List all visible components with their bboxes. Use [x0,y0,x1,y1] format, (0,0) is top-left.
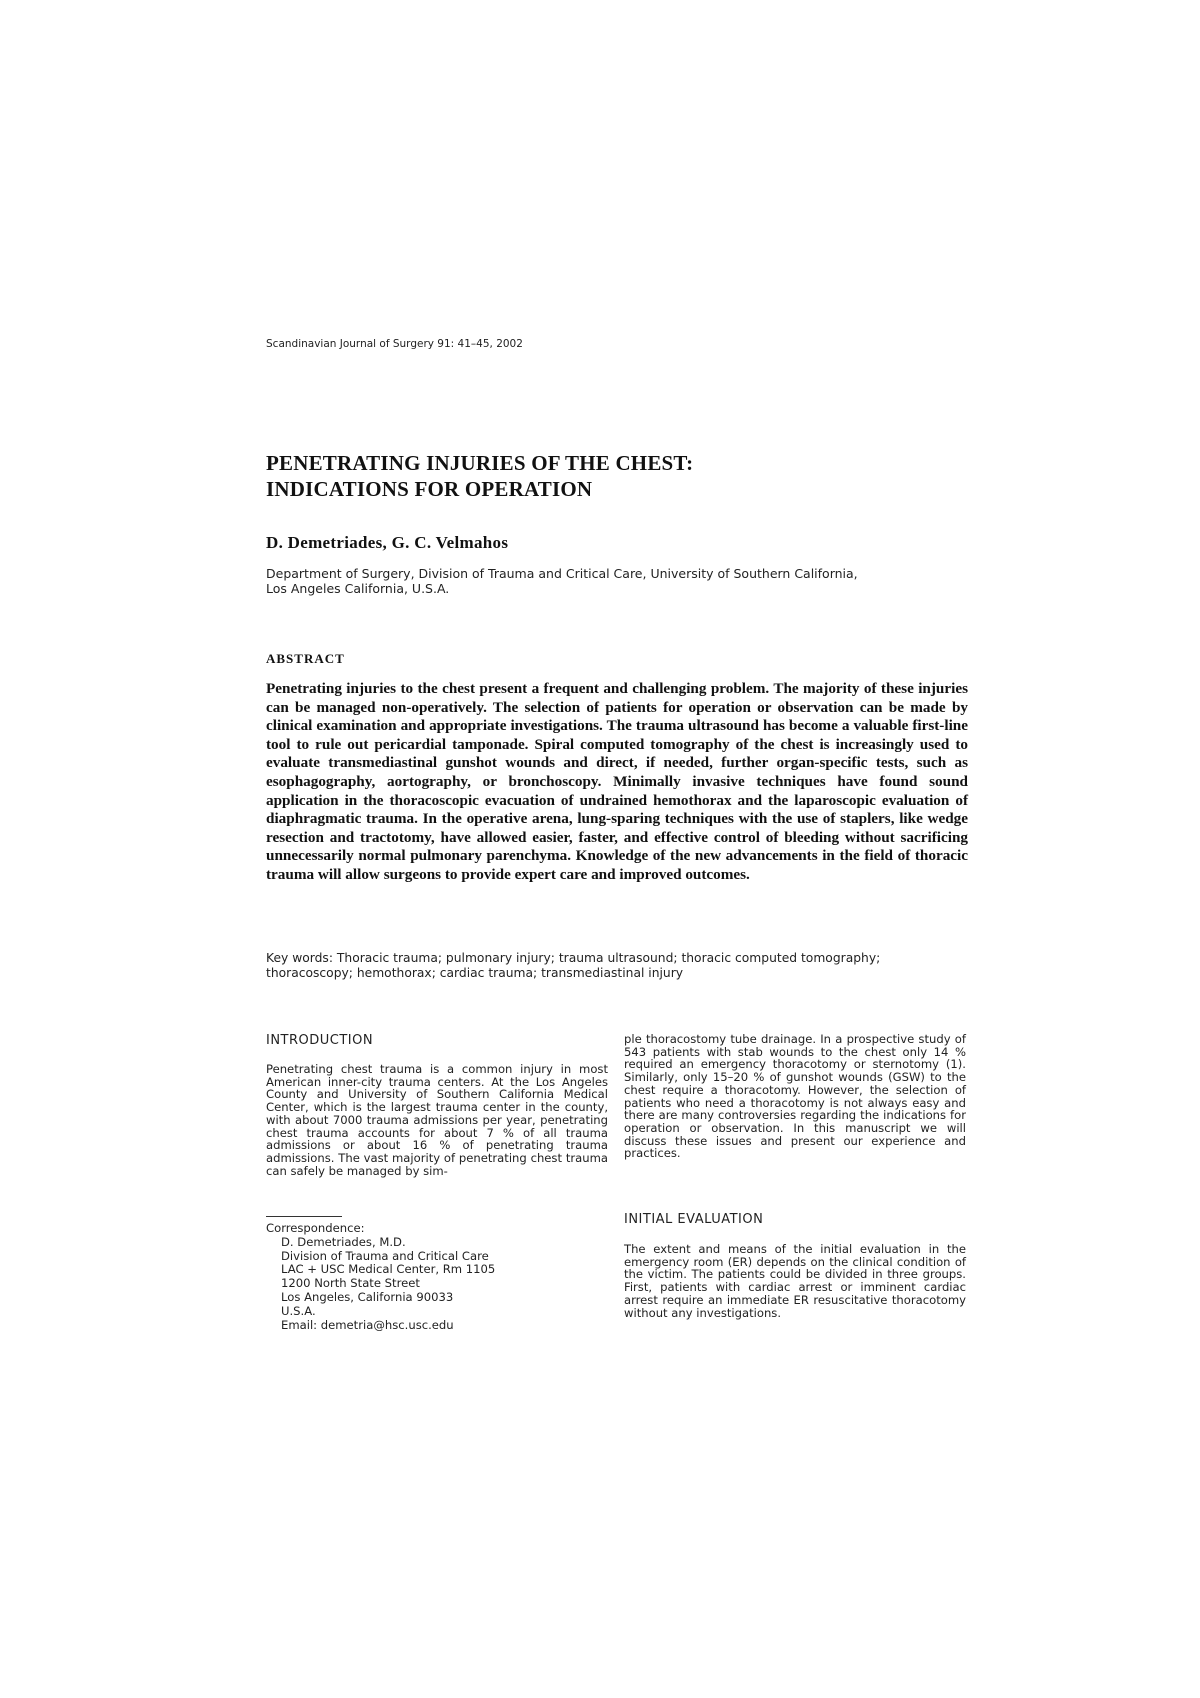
correspondence-email: Email: demetria@hsc.usc.edu [281,1317,454,1332]
introduction-text-right: ple thoracostomy tube drainage. In a prospective study of 543 patients with stab wounds to the chest only 14 % required an emergency thoracotomy or sternotomy (1). Similarly, only 15–20 % of gunshot wounds (GSW) to the chest require a thoracotomy. However, the selection of patients who need a thoracotomy is not always easy and there are many controversies regarding the indications for operation or observation. In this manuscript we will discuss these issues and present our experience and practices. [624,1032,966,1161]
affiliation [266,566,966,596]
correspondence-line: Los Angeles, California 90033 [281,1289,454,1304]
initial-evaluation-heading: INITIAL EVALUATION [624,1212,764,1227]
correspondence-line: 1200 North State Street [281,1276,420,1291]
authors: D. Demetriades, G. C. Velmahos [266,533,509,552]
article-title [266,450,966,502]
abstract-text: Penetrating injuries to the chest present a frequent and challenging problem. The majority of these injuries can be managed non-operatively. The selection of patients for operation or observation can be made by clinical examination and appropriate investigations. The trauma ultrasound has become a valuable first-line tool to rule out pericardial tamponade. Spiral computed tomography of the chest is increasingly used to evaluate transmediastinal gunshot wounds and direct, if needed, further organ-specific tests, such as esophagography, aortography, or bronchoscopy. Minimally invasive techniques have found sound application in the thoracoscopic evacuation of undrained hemothorax and the laparoscopic evaluation of diaphragmatic trauma. In the operative arena, lung-sparing techniques with the use of staplers, like wedge resection and tractotomy, have allowed easier, faster, and effective control of bleeding without sacrificing unnecessarily normal pulmonary parenchyma. Knowledge of the new advancements in the field of thoracic trauma will allow surgeons to provide expert care and improved outcomes. [266,680,968,883]
correspondence-line: U.S.A. [281,1303,316,1318]
initial-evaluation-text: The extent and means of the initial evaluation in the emergency room (ER) depends on the clinical condition of the victim. The patients could be divided in three groups. First, patients with cardiac arrest or imminent cardiac arrest require an immediate ER resuscitative thoracotomy without any investigations. [624,1242,966,1320]
correspondence-line: LAC + USC Medical Center, Rm 1105 [281,1262,496,1277]
affiliation-line-2: Los Angeles California, U.S.A. [266,581,450,596]
correspondence-line: D. Demetriades, M.D. [281,1234,406,1249]
abstract-heading: ABSTRACT [266,651,345,666]
journal-citation: Scandinavian Journal of Surgery 91: 41–45, 2002 [266,338,523,350]
introduction-text-left: Penetrating chest trauma is a common injury in most American inner-city trauma centers. At the Los Angeles County and University of Southern California Medical Center, which is the largest trauma center in the county, with about 7000 trauma admissions per year, penetrating chest trauma accounts for about 7 % of all trauma admissions or about 16 % of penetrating trauma admissions. The vast majority of penetrating chest trauma can safely be managed by sim- [266,1062,608,1178]
title-line-2: INDICATIONS FOR OPERATION [266,477,593,501]
correspondence-label: Correspondence: [266,1221,365,1235]
correspondence-line: Division of Trauma and Critical Care [281,1248,489,1263]
introduction-heading: INTRODUCTION [266,1033,374,1048]
footnote-divider [266,1216,342,1217]
affiliation-line-1: Department of Surgery, Division of Trauma and Critical Care, University of Southern California, [266,566,858,581]
title-line-1: PENETRATING INJURIES OF THE CHEST: [266,451,694,475]
keywords: Key words: Thoracic trauma; pulmonary injury; trauma ultrasound; thoracic computed tomography; thoracoscopy; hemothorax; cardiac trauma; transmediastinal injury [266,951,881,980]
correspondence-block [266,1222,495,1332]
